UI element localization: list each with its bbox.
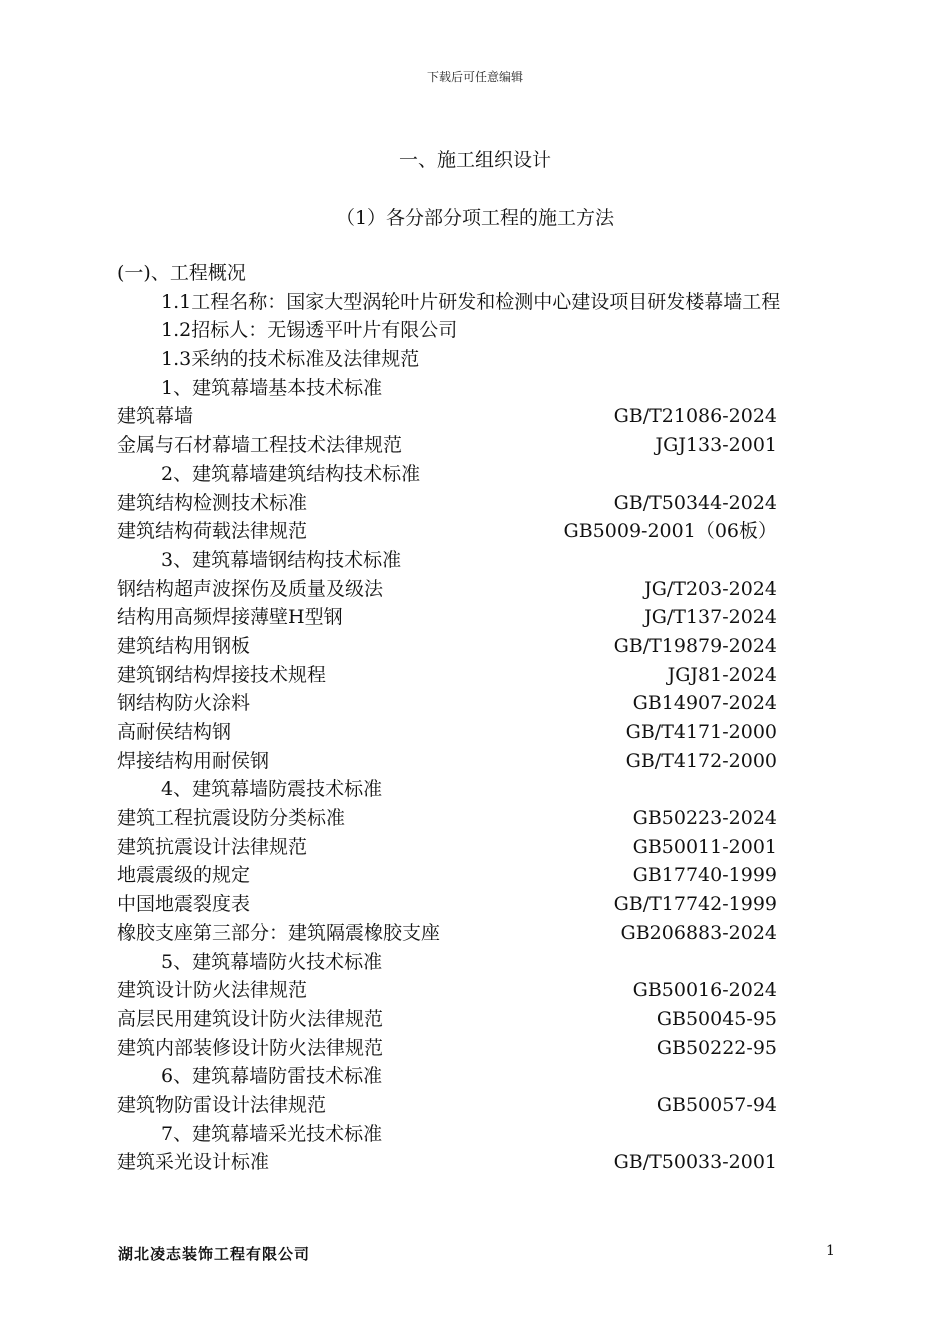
standard-name: 钢结构防火涂料	[117, 692, 251, 715]
standard-group-heading: 6、建筑幕墙防雷技术标准	[161, 1065, 383, 1088]
standard-name: 中国地震裂度表	[117, 893, 251, 916]
project-name-line: 1.1工程名称：国家大型涡轮叶片研发和检测中心建设项目研发楼幕墙工程	[161, 290, 781, 313]
standard-row	[117, 632, 837, 661]
standard-row	[117, 804, 837, 833]
standard-code: GB206883-2024	[620, 921, 777, 944]
standard-name: 金属与石材幕墙工程技术法律规范	[117, 434, 403, 457]
standard-code: GB/T21086-2024	[613, 405, 777, 428]
standard-code: JGJ81-2024	[667, 663, 777, 686]
standard-row	[117, 1034, 837, 1063]
standard-name: 建筑抗震设计法律规范	[117, 835, 308, 858]
standard-code: GB50016-2024	[632, 979, 777, 1002]
footer-company: 湖北凌志装饰工程有限公司	[118, 1245, 311, 1263]
standard-name: 建筑工程抗震设防分类标准	[117, 807, 346, 830]
standard-code: GB/T17742-1999	[613, 893, 777, 916]
standard-name: 地震震级的规定	[117, 864, 251, 887]
standard-group-heading: 2、建筑幕墙建筑结构技术标准	[161, 462, 421, 485]
standard-name: 结构用高频焊接薄壁H型钢	[117, 606, 343, 629]
standard-row	[117, 1005, 837, 1034]
standard-code: GB5009-2001（06板）	[563, 520, 777, 543]
standard-row	[117, 431, 837, 460]
standard-code: GB/T50344-2024	[613, 491, 777, 514]
standard-code: GB50222-95	[656, 1036, 777, 1059]
standard-code: GB/T50033-2001	[613, 1151, 777, 1174]
standard-row	[117, 661, 837, 690]
standard-name: 高耐侯结构钢	[117, 721, 232, 744]
standard-row	[117, 517, 837, 546]
standard-code: GB50057-94	[656, 1093, 777, 1116]
standard-name: 高层民用建筑设计防火法律规范	[117, 1007, 384, 1030]
standard-name: 建筑结构检测技术标准	[117, 491, 308, 514]
standard-row	[117, 833, 837, 862]
standard-name: 橡胶支座第三部分：建筑隔震橡胶支座	[117, 921, 441, 944]
standard-code: GB50223-2024	[632, 807, 777, 830]
standard-name: 钢结构超声波探伤及质量及级法	[117, 577, 384, 600]
header-note: 下载后可任意编辑	[426, 70, 523, 84]
standard-code: GB50045-95	[656, 1007, 777, 1030]
standard-row	[117, 1091, 837, 1120]
document-body	[117, 259, 837, 1177]
standard-row	[117, 1148, 837, 1177]
standard-row	[117, 890, 837, 919]
standard-code: GB17740-1999	[632, 864, 777, 887]
standard-name: 建筑物防雷设计法律规范	[117, 1093, 327, 1116]
standard-row	[117, 718, 837, 747]
standard-name: 建筑结构用钢板	[117, 634, 251, 657]
standard-group-heading: 3、建筑幕墙钢结构技术标准	[161, 548, 402, 571]
standard-row	[117, 861, 837, 890]
standard-row	[117, 603, 837, 632]
standard-code: GB50011-2001	[632, 835, 777, 858]
standard-name: 建筑幕墙	[117, 405, 194, 428]
section-heading: (一)、工程概况	[117, 262, 246, 284]
standard-name: 建筑钢结构焊接技术规程	[117, 663, 327, 686]
standard-group-heading: 7、建筑幕墙采光技术标准	[161, 1122, 383, 1145]
standard-name: 建筑采光设计标准	[117, 1151, 270, 1174]
document-title: 一、施工组织设计	[398, 149, 551, 171]
standard-code: JGJ133-2001	[655, 434, 777, 457]
standard-group-heading: 4、建筑幕墙防震技术标准	[161, 778, 383, 801]
standard-row	[117, 689, 837, 718]
standard-code: GB/T19879-2024	[613, 634, 777, 657]
standard-code: GB/T4171-2000	[625, 721, 777, 744]
standard-code: GB/T4172-2000	[625, 749, 777, 772]
standards-line: 1.3采纳的技术标准及法律规范	[161, 348, 420, 371]
standard-code: JG/T137-2024	[644, 606, 777, 629]
standards-list	[117, 374, 837, 1177]
standard-row	[117, 402, 837, 431]
standard-row	[117, 976, 837, 1005]
standard-row	[117, 489, 837, 518]
standard-group-heading: 5、建筑幕墙防火技术标准	[161, 950, 383, 973]
document-subtitle: （1）各分部分项工程的施工方法	[335, 207, 615, 229]
tenderer-line: 1.2招标人：无锡透平叶片有限公司	[161, 319, 458, 342]
page-number: 1	[826, 1243, 835, 1259]
standard-code: GB14907-2024	[632, 692, 777, 715]
standard-name: 建筑设计防火法律规范	[117, 979, 308, 1002]
standard-group-heading: 1、建筑幕墙基本技术标准	[161, 376, 383, 399]
standard-name: 焊接结构用耐侯钢	[117, 749, 270, 772]
standard-name: 建筑结构荷载法律规范	[117, 520, 308, 543]
standard-code: JG/T203-2024	[644, 577, 777, 600]
standard-row	[117, 747, 837, 776]
standard-name: 建筑内部装修设计防火法律规范	[117, 1036, 384, 1059]
standard-row	[117, 575, 837, 604]
standard-row	[117, 919, 837, 948]
